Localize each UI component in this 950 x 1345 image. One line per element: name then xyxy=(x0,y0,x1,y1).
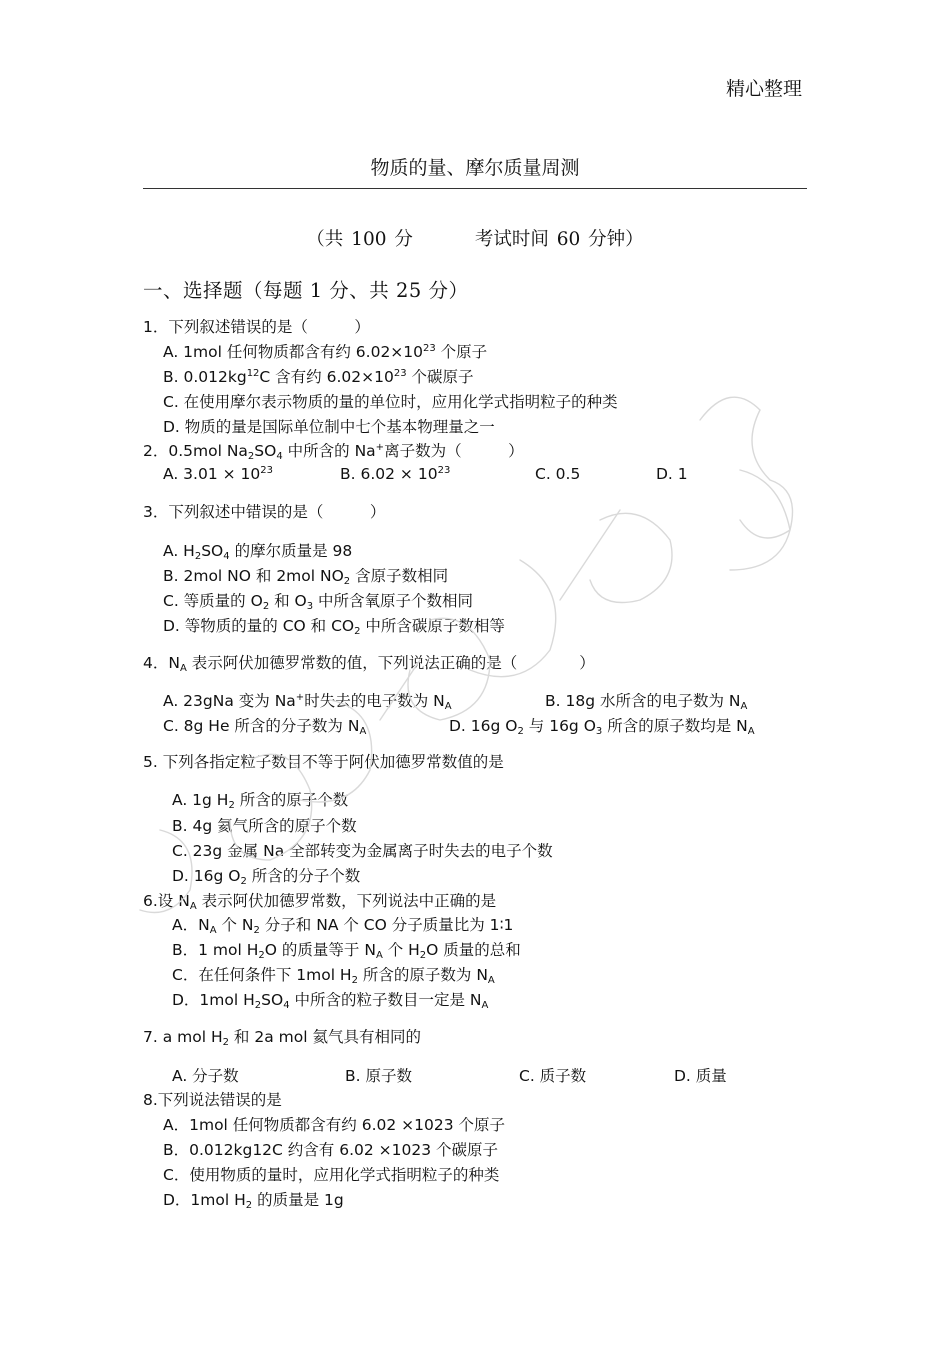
question-7-option-a: A. 分子数 xyxy=(172,1067,239,1085)
question-5-option-b: B. 4g 氦气所含的原子个数 xyxy=(172,817,357,835)
question-8-option-d: D．1mol $H_2$ 的质量是 1g xyxy=(163,1191,344,1211)
question-2-option-d: D. 1 xyxy=(656,465,688,483)
question-6-option-b: B．1 mol $H_2O$ 的质量等于 $N_A$ 个 $H_2O$ 质量的总和 xyxy=(172,941,521,961)
exam-total-score: （共 100 分 xyxy=(306,229,413,250)
question-2-option-c: C. 0.5 xyxy=(535,465,581,483)
question-3-stem: 3．下列叙述中错误的是（ ） xyxy=(143,503,386,521)
question-2-stem: 2．0.5mol $Na_2SO_4$ 中所含的 Na+离子数为（ ） xyxy=(143,442,524,462)
header-note: 精心整理 xyxy=(725,78,802,100)
question-5-option-c: C. 23g 金属 Na 全部转变为金属离子时失去的电子个数 xyxy=(172,842,553,860)
question-2-option-b: B. $6.02 \times 10^{23}$ xyxy=(340,465,451,483)
question-6-option-a: A．$N_A$ 个 $N_2$ 分子和 NA 个 CO 分子质量比为 1∶1 xyxy=(172,916,514,936)
document-title: 物质的量、摩尔质量周测 xyxy=(370,157,580,179)
question-5-option-a: A. 1g $H_2$ 所含的原子个数 xyxy=(172,791,349,811)
question-3-option-c: C. 等质量的 $O_2$ 和 $O_3$ 中所含氧原子个数相同 xyxy=(163,592,474,612)
section-heading-choice: 一、选择题（每题 1 分、共 25 分） xyxy=(143,279,469,302)
question-7-option-b: B. 原子数 xyxy=(345,1067,412,1085)
question-4-option-b: B. 18g 水所含的电子数为 $N_A$ xyxy=(545,692,748,712)
question-1-option-c: C. 在使用摩尔表示物质的量的单位时，应用化学式指明粒子的种类 xyxy=(163,393,618,411)
question-8-stem: 8.下列说法错误的是 xyxy=(143,1091,282,1109)
question-4-option-c: C. 8g He 所含的分子数为 $N_A$ xyxy=(163,717,367,737)
question-1-option-b: B. $0.012kg^{12}C$ 含有约 $6.02\times 10^{23}$ 个碳原子 xyxy=(163,368,474,386)
question-5-stem: 5. 下列各指定粒子数目不等于阿伏加德罗常数值的是 xyxy=(143,753,504,771)
question-7-option-c: C. 质子数 xyxy=(519,1067,587,1085)
question-1-option-d: D. 物质的量是国际单位制中七个基本物理量之一 xyxy=(163,418,495,436)
question-7-option-d: D. 质量 xyxy=(674,1067,727,1085)
question-6-option-c: C．在任何条件下 1mol $H_2$ 所含的原子数为 $N_A$ xyxy=(172,966,495,986)
question-8-option-a: A．1mol 任何物质都含有约 6.02 ×1023 个原子 xyxy=(163,1116,506,1134)
exam-time: 考试时间 60 分钟） xyxy=(474,229,644,250)
question-2-option-a: A. $3.01 \times 10^{23}$ xyxy=(163,465,273,483)
question-6-option-d: D．1mol $H_2SO_4$ 中所含的粒子数目一定是 $N_A$ xyxy=(172,991,489,1011)
question-3-option-a: A. $H_2SO_4$ 的摩尔质量是 98 xyxy=(163,542,353,562)
question-8-option-b: B．0.012kg12C 约含有 6.02 ×1023 个碳原子 xyxy=(163,1141,499,1159)
question-3-option-d: D. 等物质的量的 CO 和 $CO_2$ 中所含碳原子数相等 xyxy=(163,617,505,637)
exam-info xyxy=(0,225,950,251)
title-rule xyxy=(143,188,807,189)
question-4-stem: 4．$N_A$ 表示阿伏加德罗常数的值，下列说法正确的是（ ） xyxy=(143,654,595,674)
question-5-option-d: D. 16g $O_2$ 所含的分子个数 xyxy=(172,867,361,887)
question-8-option-c: C．使用物质的量时，应用化学式指明粒子的种类 xyxy=(163,1166,500,1184)
question-3-option-b: B. 2mol NO 和 2mol $NO_2$ 含原子数相同 xyxy=(163,567,449,587)
question-1-option-a: A. 1mol 任何物质都含有约 $6.02\times 10^{23}$ 个原子 xyxy=(163,343,488,361)
question-4-option-a: A. 23gNa 变为 Na+时失去的电子数为 $N_A$ xyxy=(163,692,452,712)
question-1-stem: 1．下列叙述错误的是（ ） xyxy=(143,318,370,336)
question-6-stem: 6.设 $N_A$ 表示阿伏加德罗常数，下列说法中正确的是 xyxy=(143,892,497,912)
question-7-stem: 7. a mol $H_2$ 和 2a mol 氦气具有相同的 xyxy=(143,1028,421,1048)
question-4-option-d: D. 16g $O_2$ 与 16g $O_3$ 所含的原子数均是 $N_A$ xyxy=(449,717,755,737)
